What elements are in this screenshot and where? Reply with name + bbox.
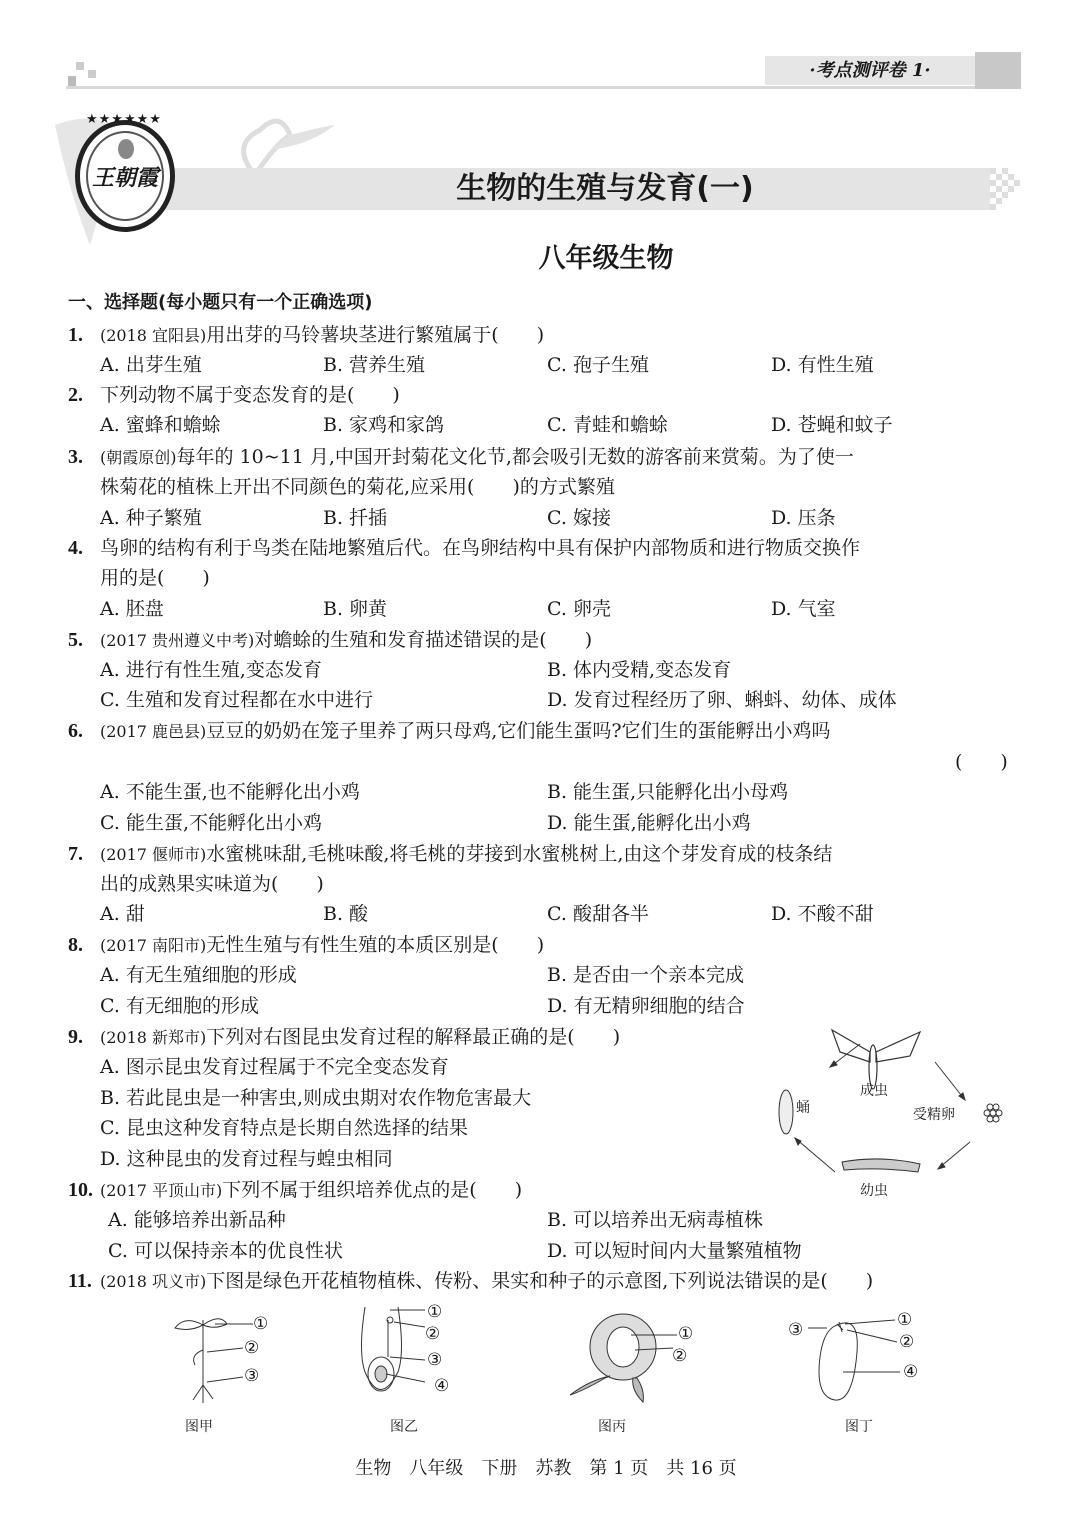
- egg-icon: [984, 1104, 1002, 1122]
- larva-icon: [842, 1159, 920, 1172]
- option-a: A. 有无生殖细胞的形成: [100, 964, 297, 986]
- option-b: B. 营养生殖: [323, 354, 426, 376]
- option-b: B. 体内受精,变态发育: [547, 659, 732, 681]
- pupa-icon: [779, 1090, 793, 1134]
- option-d: D. 这种昆虫的发育过程与蝗虫相同: [100, 1148, 393, 1170]
- option-c: C. 可以保持亲本的优良性状: [108, 1240, 343, 1262]
- caption-jia: 图甲: [185, 1419, 213, 1435]
- option-c: C. 酸甜各半: [547, 903, 649, 925]
- caption-bing: 图丙: [598, 1419, 626, 1435]
- option-a: A. 图示昆虫发育过程属于不完全变态发育: [100, 1056, 449, 1078]
- option-c: C. 能生蛋,不能孵化出小鸡: [100, 812, 322, 834]
- header-rule: [66, 86, 978, 89]
- option-c: C. 昆虫这种发育特点是长期自然选择的结果: [100, 1117, 468, 1139]
- mark-2: ②: [425, 1324, 441, 1344]
- caption-yi: 图乙: [390, 1419, 418, 1435]
- caption-ding: 图丁: [845, 1419, 873, 1435]
- option-d: D. 有性生殖: [771, 354, 874, 376]
- question-1: 1. (2018 宜阳县)用出芽的马铃薯块茎进行繁殖属于( ): [68, 324, 545, 346]
- question-10: 10. (2017 平顶山市)下列不属于组织培养优点的是( ): [68, 1179, 523, 1201]
- option-d: D. 气室: [771, 598, 836, 620]
- answer-paren: ( ): [955, 751, 1008, 773]
- question-3-line-2: 株菊花的植株上开出不同颜色的菊花,应采用( )的方式繁殖: [100, 476, 615, 498]
- option-a: A. 进行有性生殖,变态发育: [100, 659, 322, 681]
- mark-1: ①: [253, 1314, 269, 1334]
- option-a: A. 蜜蜂和蟾蜍: [100, 414, 221, 436]
- option-c: C. 生殖和发育过程都在水中进行: [100, 689, 373, 711]
- question-4: 4. 鸟卵的结构有利于鸟类在陆地繁殖后代。在鸟卵结构中具有保护内部物质和进行物质交换作: [68, 537, 861, 559]
- page-subtitle: 八年级生物: [538, 243, 674, 274]
- question-2: 2. 下列动物不属于变态发育的是( ): [68, 384, 400, 406]
- header-tag-block: [975, 52, 1021, 89]
- mark-4: ④: [434, 1376, 450, 1396]
- logo-seal: 王朝霞: [75, 120, 175, 232]
- mark-2: ②: [244, 1338, 260, 1358]
- question-4-line-2: 用的是( ): [100, 567, 210, 589]
- mark-1: ①: [678, 1324, 694, 1344]
- option-c: C. 卵壳: [547, 598, 611, 620]
- mark-3: ③: [427, 1350, 443, 1370]
- question-6: 6. (2017 鹿邑县)豆豆的奶奶在笼子里养了两只母鸡,它们能生蛋吗?它们生的蛋能孵出小鸡吗: [68, 720, 831, 742]
- option-a: A. 出芽生殖: [100, 354, 202, 376]
- page-title: 生物的生殖与发育(一): [456, 171, 754, 206]
- option-c: C. 嫁接: [547, 507, 611, 529]
- question-7: 7. (2017 偃师市)水蜜桃味甜,毛桃味酸,将毛桃的芽接到水蜜桃树上,由这个芽发育成的枝条结: [68, 843, 833, 865]
- option-b: B. 酸: [323, 903, 369, 925]
- mark-2: ②: [899, 1332, 915, 1352]
- mark-2: ②: [672, 1346, 688, 1366]
- option-b: B. 可以培养出无病毒植株: [547, 1209, 764, 1231]
- option-d: D. 有无精卵细胞的结合: [547, 995, 745, 1017]
- question-7-line-2: 出的成熟果实味道为( ): [100, 873, 324, 895]
- question-11: 11. (2018 巩义市)下图是绿色开花植物植株、传粉、果实和种子的示意图,下列说法错误的是( ): [68, 1270, 874, 1292]
- option-b: B. 卵黄: [323, 598, 388, 620]
- option-a: A. 能够培养出新品种: [108, 1209, 286, 1231]
- label-adult: 成虫: [860, 1083, 888, 1099]
- option-b: B. 能生蛋,只能孵化出小母鸡: [547, 781, 789, 803]
- option-a: A. 胚盘: [100, 598, 164, 620]
- mark-3: ③: [788, 1320, 804, 1340]
- question-9: 9. (2018 新郑市)下列对右图昆虫发育过程的解释最正确的是( ): [68, 1026, 621, 1048]
- option-a: A. 种子繁殖: [100, 507, 202, 529]
- mark-4: ④: [903, 1362, 919, 1382]
- mark-1: ①: [427, 1302, 443, 1322]
- section-heading: 一、选择题(每小题只有一个正确选项): [68, 292, 373, 313]
- option-c: C. 孢子生殖: [547, 354, 649, 376]
- mark-1: ①: [897, 1310, 913, 1330]
- label-larva: 幼虫: [860, 1183, 888, 1199]
- option-d: D. 压条: [771, 507, 836, 529]
- header-tag: ·考点测评卷 1·: [765, 56, 975, 85]
- option-d: D. 苍蝇和蚊子: [771, 414, 893, 436]
- option-d: D. 可以短时间内大量繁殖植物: [547, 1240, 802, 1262]
- option-b: B. 若此昆虫是一种害虫,则成虫期对农作物危害最大: [100, 1087, 532, 1109]
- page-footer: 生物 八年级 下册 苏教 第 1 页 共 16 页: [355, 1458, 737, 1479]
- option-c: C. 有无细胞的形成: [100, 995, 259, 1017]
- label-egg: 受精卵: [913, 1107, 955, 1123]
- question-8: 8. (2017 南阳市)无性生殖与有性生殖的本质区别是( ): [68, 934, 545, 956]
- option-d: D. 发育过程经历了卵、蝌蚪、幼体、成体: [547, 689, 897, 711]
- label-pupa: 蛹: [796, 1100, 810, 1116]
- option-a: A. 甜: [100, 903, 145, 925]
- option-b: B. 家鸡和家鸽: [323, 414, 445, 436]
- option-b: B. 是否由一个亲本完成: [547, 964, 745, 986]
- option-b: B. 扦插: [323, 507, 388, 529]
- option-a: A. 不能生蛋,也不能孵化出小鸡: [100, 781, 360, 803]
- option-d: D. 能生蛋,能孵化出小鸡: [547, 812, 751, 834]
- question-5: 5. (2017 贵州遵义中考)对蟾蜍的生殖和发育描述错误的是( ): [68, 629, 593, 651]
- option-c: C. 青蛙和蟾蜍: [547, 414, 668, 436]
- question-3: 3. (朝霞原创)每年的 10~11 月,中国开封菊花文化节,都会吸引无数的游客前来赏菊。为了使一: [68, 446, 854, 468]
- option-d: D. 不酸不甜: [771, 903, 874, 925]
- mark-3: ③: [244, 1366, 260, 1386]
- logo-stars: ★★★★★★: [86, 112, 162, 127]
